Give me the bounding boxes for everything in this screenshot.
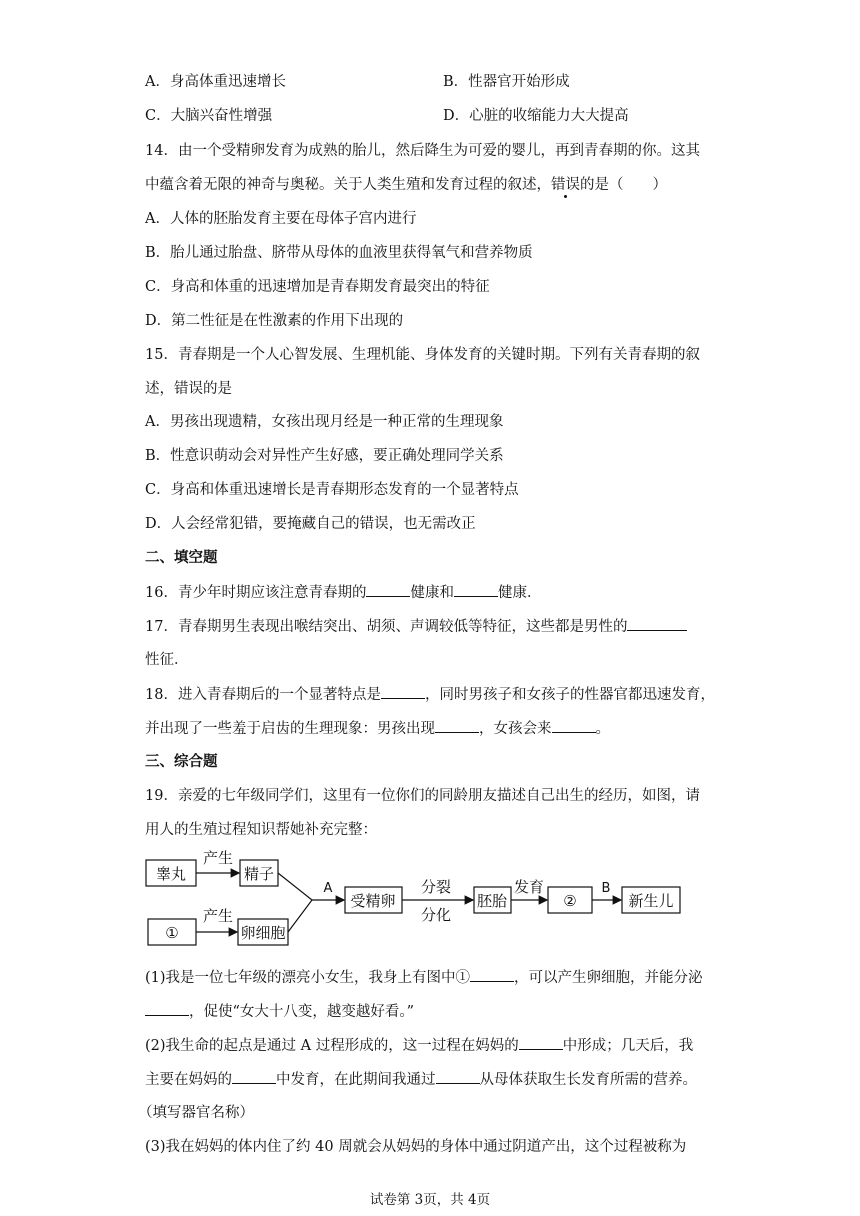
label-egg: 卵细胞 [240,924,286,942]
q19-s2-note: （填写器官名称） [138,1105,254,1121]
q13-option-d: D．心脏的收缩能力大大提高 [443,108,629,124]
page-footer: 试卷第 3页，共 4页 [369,1192,491,1208]
label-divide: 分裂 [420,878,452,896]
q18-text-3: 并出现了一些羞于启齿的生理现象：男孩出现 [145,721,435,737]
q13-option-b: B．性器官开始形成 [443,74,570,90]
q17-line2: 性征． [145,652,189,668]
label-newborn: 新生儿 [628,892,674,910]
label-embryo: 胚胎 [476,892,508,910]
q18-blank-1 [381,684,425,699]
q19-s2-blank-2 [232,1069,276,1084]
q19-s2-blank-1 [519,1035,563,1050]
q16-text-2: 健康和 [410,585,454,601]
section-fill-blank-heading: 二、填空题 [145,549,218,566]
label-zygote: 受精卵 [350,892,396,910]
q13-option-c: C．大脑兴奋性增强 [145,108,273,124]
q18-line2 [145,718,610,739]
q15-option-c: C．身高和体重迅速增长是青春期形态发育的一个显著特点 [145,482,519,498]
q19-s3-line1: (3)我在妈妈的体内住了约 40 周就会从妈妈的身体中通过阴道产出，这个过程被称为 [145,1139,687,1155]
q14-stem-line1: 14．由一个受精卵发育为成熟的胎儿，然后降生为可爱的婴儿，再到青春期的你。这其 [145,143,700,159]
q19-s2-text-2: 中形成；几天后，我 [562,1038,694,1054]
q18-text-5: 。 [595,721,610,737]
q14-stem-line2 [145,175,667,195]
label-produce-1: 产生 [202,849,234,867]
q19-s1-text-2: ，可以产生卵细胞，并能分泌 [514,970,703,986]
q19-s1-blank-2 [145,1001,189,1016]
q19-s1-text-1: (1)我是一位七年级的漂亮小女生，我身上有图中① [145,970,471,986]
q16 [145,582,541,603]
q14-stem-text: 中蕴含着无限的神奇与奥秘。关于人类生殖和发育过程的叙述， [145,177,551,193]
q19-s2-blank-3 [436,1069,480,1084]
label-circle-1: ① [165,924,179,942]
q19-s2-line1 [145,1035,693,1056]
q14-option-b: B．胎儿通过胎盘、脐带从母体的血液里获得氧气和营养物质 [145,245,533,261]
q15-option-a: A．男孩出现遗精，女孩出现月经是一种正常的生理现象 [145,414,504,430]
q19-stem-line2: 用人的生殖过程知识帮她补充完整： [145,822,377,838]
section-comprehensive-heading: 三、综合题 [145,753,218,770]
q18-text-2: ，同时男孩子和女孩子的性器官都迅速发育， [424,687,715,703]
q19-s1-blank-1 [470,967,514,982]
q14-emphasis-word: 错误 [551,177,580,193]
line-egg-join [288,900,312,932]
q18-blank-2 [435,718,479,733]
q14-option-d: D．第二性征是在性激素的作用下出现的 [145,313,404,329]
label-testis: 睾丸 [155,865,187,883]
q14-option-a: A．人体的胚胎发育主要在母体子宫内进行 [145,211,417,227]
label-produce-2: 产生 [202,907,234,925]
q16-blank-2 [454,582,498,597]
label-b: B [601,881,611,896]
q19-s2-line2 [145,1069,697,1090]
q15-option-b: B．性意识萌动会对异性产生好感，要正确处理同学关系 [145,448,504,464]
q18-blank-3 [552,718,596,733]
label-differentiate: 分化 [420,906,452,924]
line-sperm-join [278,873,312,900]
label-sperm: 精子 [243,865,275,883]
q18-text-4: ，女孩会来 [479,721,552,737]
q17-line1 [145,616,687,637]
q19-s2-text-3: 主要在妈妈的 [145,1072,232,1088]
q15-stem-line2: 述，错误的是 [145,381,232,397]
q13-option-a: A．身高体重迅速增长 [145,74,286,90]
q18-text-1: 18．进入青春期后的一个显著特点是 [145,687,381,703]
label-circle-2: ② [563,892,577,910]
q19-stem-line1: 19．亲爱的七年级同学们，这里有一位你们的同龄朋友描述自己出生的经历，如图，请 [145,788,700,804]
q14-option-c: C．身高和体重的迅速增加是青春期发育最突出的特征 [145,279,490,295]
q14-stem-end: 的是（ ） [580,177,667,193]
q19-s1-text-3: ，促使“女大十八变，越变越好看。” [189,1004,415,1020]
q15-option-d: D．人会经常犯错，要掩藏自己的错误，也无需改正 [145,516,476,532]
q17-text-1: 17．青春期男生表现出喉结突出、胡须、声调较低等特征，这些都是男性的 [145,619,628,635]
q16-blank-1 [366,582,410,597]
q19-s2-text-4: 中发育，在此期间我通过 [276,1072,436,1088]
label-a: A [323,881,333,896]
q17-blank [627,616,687,631]
q19-s2-text-5: 从母体获取生长发育所需的营养。 [479,1072,697,1088]
reproduction-flow-diagram [140,843,720,953]
q19-s1-line1 [145,967,703,988]
q16-text-3: 健康． [497,585,542,601]
q15-stem-line1: 15．青春期是一个人心智发展、生理机能、身体发育的关键时期。下列有关青春期的叙 [145,347,700,363]
q19-s1-line2 [145,1001,414,1022]
q19-s2-text-1: (2)我生命的起点是通过 A 过程形成的，这一过程在妈妈的 [145,1038,519,1054]
q18-line1 [145,684,715,705]
label-develop: 发育 [513,878,545,896]
q16-text-1: 16．青少年时期应该注意青春期的 [145,585,367,601]
